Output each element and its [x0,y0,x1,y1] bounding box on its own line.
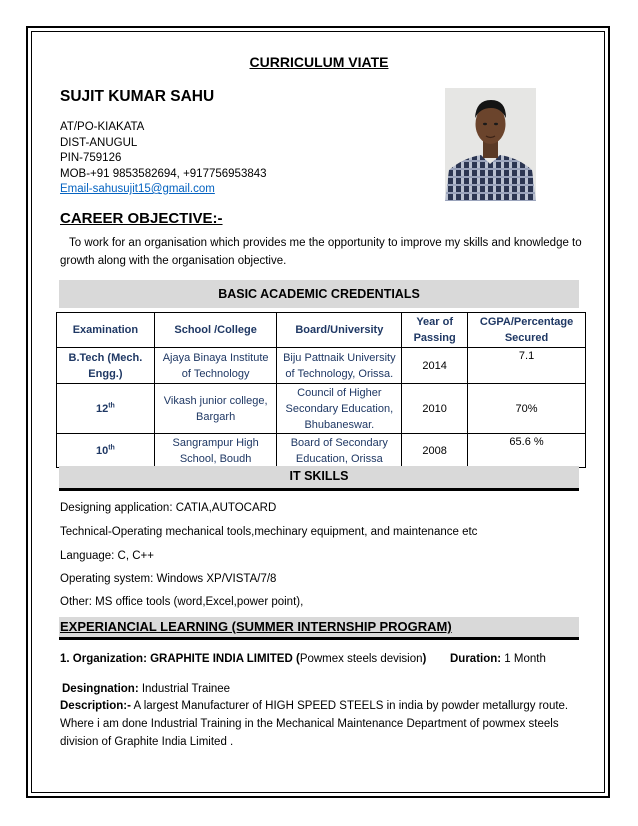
skill-item: Language: C, C++ [60,550,154,562]
designation-line: Desingnation: Industrial Trainee [62,683,231,695]
skill-item: Other: MS office tools (word,Excel,power point), [60,596,304,608]
cell-score: 7.1 [468,348,586,384]
address-line: AT/PO-KIAKATA [60,121,145,133]
academic-table [56,312,586,468]
phone-line: MOB-+91 9853582694, +917756953843 [60,167,267,180]
exam-superscript: th [108,443,115,451]
cell-school: Vikash junior college, Bargarh [154,384,277,434]
cell-year: 2010 [402,384,468,434]
address-line: DIST-ANUGUL [60,136,138,149]
cell-school: Sangrampur High School, Boudh [154,434,277,468]
cell-year: 2008 [402,434,468,468]
address-line: PIN-759126 [60,152,122,164]
contact-block [60,120,267,198]
cell-score: 65.6 % [468,434,586,468]
cell-score: 70% [468,384,586,434]
table-row [57,434,586,468]
cell-board: Board of Secondary Education, Orissa [277,434,402,468]
cell-exam: B.Tech (Mech. Engg.) [57,348,155,384]
it-skills-heading: IT SKILLS [289,469,349,483]
it-skills-band [59,466,579,491]
description-text: Description:- A largest Manufacturer of HIGH SPEED STEELS in india by powder metallurgy route. Where i am done Industrial Training in the Mechanical Maintenance Department of powmex steels division of Graphite India Limited . [60,700,569,748]
cell-year: 2014 [402,348,468,384]
cell-board: Council of Higher Secondary Education, Bhubaneswar. [277,384,402,434]
experience-band [59,617,579,640]
organization-line: 1. Organization: GRAPHITE INDIA LIMITED (Powmex steels devision) [60,653,427,665]
academic-section-band [59,280,579,308]
profile-photo [445,88,536,201]
document-title: CURRICULUM VIATE [249,54,389,70]
cell-exam: 12th [57,384,155,434]
skill-item: Operating system: Windows XP/VISTA/7/8 [60,573,277,585]
skill-item: Technical-Operating mechanical tools,mechinary equipment, and maintenance etc [60,526,478,538]
email-link[interactable]: Email-sahusujit15@gmail.com [60,183,215,195]
skill-item: Designing application: CATIA,AUTOCARD [60,502,277,514]
table-header-row [57,313,586,348]
col-header-board: Board/University [277,313,402,348]
table-row [57,384,586,434]
exam-superscript: th [108,401,115,409]
academic-heading: BASIC ACADEMIC CREDENTIALS [218,287,420,301]
duration-line: Duration: 1 Month [450,653,546,665]
col-header-school: School /College [154,313,277,348]
career-objective-heading: CAREER OBJECTIVE:- [60,210,223,227]
career-objective-text: To work for an organisation which provides me the opportunity to improve my skills and knowledge to growth along with the organisation objective. [60,237,582,267]
col-header-examination: Examination [57,313,155,348]
col-header-year: Year of Passing [402,313,468,348]
experience-heading: EXPERIANCIAL LEARNING (SUMMER INTERNSHIP PROGRAM) [60,619,452,634]
candidate-name: SUJIT KUMAR SAHU [60,88,215,105]
cell-exam: 10th [57,434,155,468]
cell-school: Ajaya Binaya Institute of Technology [154,348,277,384]
cell-board: Biju Pattnaik University of Technology, Orissa. [277,348,402,384]
table-row [57,348,586,384]
col-header-score: CGPA/Percentage Secured [468,313,586,348]
